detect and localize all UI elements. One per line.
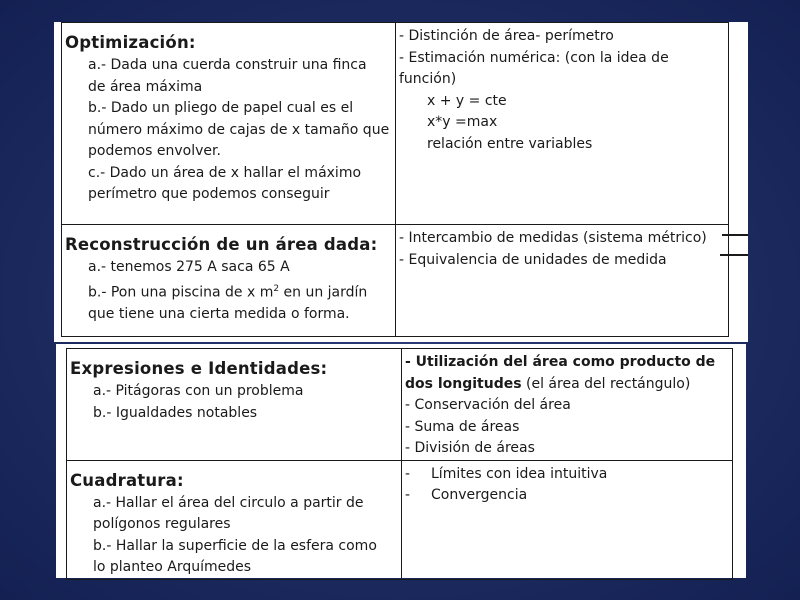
top-table bbox=[61, 22, 729, 337]
item-list bbox=[62, 55, 395, 206]
formula-line: x*y =max bbox=[427, 114, 498, 130]
reconstruccion-notes-cell bbox=[396, 225, 729, 337]
formula-line: x + y = cte bbox=[427, 92, 507, 109]
bottom-card bbox=[56, 344, 746, 578]
expresiones-cell bbox=[67, 349, 402, 461]
note-line: - Convergencia bbox=[405, 487, 528, 503]
section-title-cuadratura: Cuadratura: bbox=[70, 470, 184, 490]
note-line: - Utilización del área como producto de bbox=[405, 354, 716, 370]
reconstruccion-cell bbox=[62, 225, 396, 337]
list-item: b.- Pon una piscina de x $m^2$ en un jardín bbox=[88, 283, 368, 301]
arrow-line bbox=[720, 254, 748, 256]
expresiones-notes-cell bbox=[402, 349, 733, 461]
optimizacion-notes-cell bbox=[396, 23, 729, 225]
note-line: dos longitudes (el área del rectángulo) bbox=[405, 375, 691, 392]
section-title-reconstruccion: Reconstrucción de un área dada: bbox=[65, 235, 378, 254]
list-item: b.- Hallar la superficie de la esfera como lo planteo Arquímedes bbox=[93, 537, 377, 575]
item-list bbox=[62, 257, 395, 325]
list-item: a.- Hallar el área del circulo a partir de polígonos regulares bbox=[93, 494, 364, 532]
note-line: - Límites con idea intuitiva bbox=[405, 465, 608, 482]
note-line: - Distinción de área- perímetro bbox=[399, 28, 614, 44]
table-row bbox=[62, 23, 729, 225]
note-line: - División de áreas bbox=[405, 440, 535, 456]
list-item: c.- Dado un área de x hallar el máximo perímetro que podemos conseguir bbox=[88, 164, 362, 202]
formula-line: relación entre variables bbox=[427, 135, 593, 152]
list-item: b.- Igualdades notables bbox=[93, 404, 258, 421]
table-row bbox=[67, 349, 733, 461]
note-line: función) bbox=[399, 71, 457, 87]
list-item: b.- Dado un pliego de papel cual es el número máximo de cajas de x tamaño que podemos envolver. bbox=[88, 100, 390, 159]
note-line: - Conservación del área bbox=[405, 397, 571, 413]
arrow-line bbox=[722, 234, 748, 236]
section-title-expresiones: Expresiones e Identidades: bbox=[70, 359, 328, 378]
list-item: a.- Pitágoras con un problema bbox=[93, 383, 304, 399]
item-list bbox=[67, 381, 401, 424]
list-item: que tiene una cierta medida o forma. bbox=[88, 305, 350, 322]
note-line: - Intercambio de medidas (sistema métrico) bbox=[399, 230, 707, 246]
top-card bbox=[54, 22, 748, 342]
note-line: - Suma de áreas bbox=[405, 418, 520, 435]
section-title-optimizacion: Optimización: bbox=[65, 33, 196, 52]
list-item: a.- tenemos 275 A saca 65 A bbox=[88, 259, 290, 275]
table-row bbox=[62, 225, 729, 337]
item-list bbox=[67, 493, 401, 579]
optimizacion-cell bbox=[62, 23, 396, 225]
note-line: - Equivalencia de unidades de medida bbox=[399, 251, 667, 268]
bottom-table bbox=[66, 348, 733, 580]
note-line: - Estimación numérica: (con la idea de bbox=[399, 49, 669, 66]
list-item: a.- Dada una cuerda construir una finca de área máxima bbox=[88, 57, 367, 95]
table-row bbox=[67, 460, 733, 579]
cuadratura-notes-cell bbox=[402, 460, 733, 579]
cuadratura-cell bbox=[67, 460, 402, 579]
